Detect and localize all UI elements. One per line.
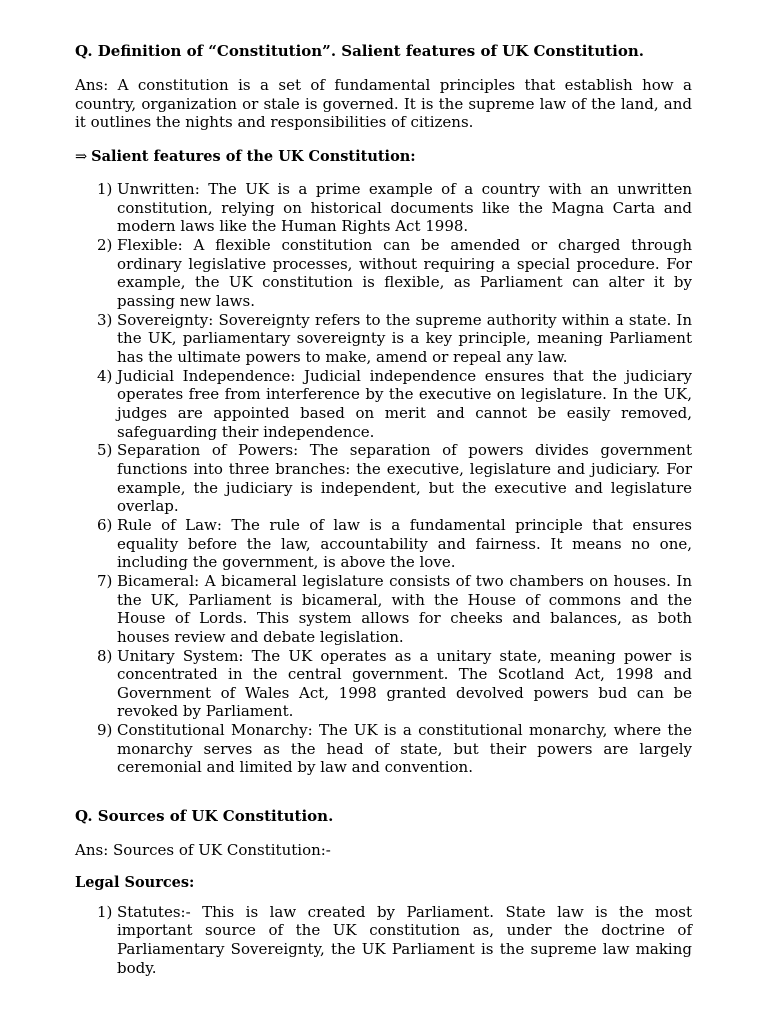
list-item [75, 516, 692, 572]
list-item-text: Unitary System: The UK operates as a unitary state, meaning power is concentrated in the central government. The Scotland Act, 1998 and Government of Wales Act, 1998 granted devolved powers bud can be revoked by Parliament. [117, 646, 692, 721]
salient-features-heading-text: Salient features of the UK Constitution: [91, 148, 416, 166]
question-heading-definition: Q. Definition of “Constitution”. Salient features of UK Constitution. [75, 42, 645, 60]
sources-list [75, 903, 692, 978]
answer-sources: Ans: Sources of UK Constitution:- [75, 841, 331, 860]
list-item-number: 1) [97, 902, 113, 921]
list-item [75, 572, 692, 647]
document-page [75, 42, 692, 977]
legal-sources-heading: Legal Sources: [75, 873, 195, 891]
list-item-text: Rule of Law: The rule of law is a fundamental principle that ensures equality before the law, accountability and fairness. It means no one, including the government, is above the love. [117, 515, 692, 572]
answer-definition: Ans: A constitution is a set of fundamental principles that establish how a country, organization or stale is governed. It is the supreme law of the land, and it outlines the nights and responsibilities of citizens. [75, 76, 692, 132]
list-item-text: Separation of Powers: The separation of powers divides government functions into three branches: the executive, legislature and judiciary. For example, the judiciary is independent, but the executive and legislature overlap. [117, 441, 692, 516]
list-item [75, 721, 692, 777]
list-item [75, 441, 692, 516]
list-item [75, 367, 692, 442]
list-item-number: 5) [97, 441, 113, 460]
list-item-text: Constitutional Monarchy: The UK is a constitutional monarchy, where the monarchy serves as the head of state, but their powers are largely ceremonial and limited by law and convention. [117, 721, 692, 777]
right-arrow-icon: ⇒ [75, 149, 88, 166]
list-item-number: 7) [97, 571, 113, 590]
list-item-number: 9) [97, 721, 113, 740]
list-item-number: 2) [97, 236, 113, 255]
list-item-number: 3) [97, 310, 113, 329]
spacer [75, 860, 692, 873]
section-spacer [75, 777, 692, 807]
list-item-number: 6) [97, 515, 113, 534]
list-item-number: 8) [97, 646, 113, 665]
list-item [75, 903, 692, 978]
list-item-text: Unwritten: The UK is a prime example of a country with an unwritten constitution, relying on historical documents like the Magna Carta and modern laws like the Human Rights Act 1998. [117, 180, 692, 236]
list-item [75, 180, 692, 236]
question-heading-sources: Q. Sources of UK Constitution. [75, 807, 334, 826]
list-item-text: Flexible: A flexible constitution can be amended or charged through ordinary legislative processes, without requiring a special procedure. For example, the UK constitution is flexible, as Parliament can alter it by passing new laws. [117, 236, 692, 311]
list-item [75, 647, 692, 722]
list-item [75, 236, 692, 311]
list-item-number: 4) [97, 366, 113, 385]
list-item-text: Bicameral: A bicameral legislature consists of two chambers on houses. In the UK, Parliament is bicameral, with the House of commons and the House of Lords. This system allows for cheeks and balances, as both houses review and debate legislation. [117, 571, 692, 646]
list-item [75, 311, 692, 367]
features-list [75, 180, 692, 777]
salient-features-heading [75, 147, 692, 167]
list-item-text: Sovereignty: Sovereignty refers to the supreme authority within a state. In the UK, parliamentary sovereignty is a key principle, meaning Parliament has the ultimate powers to make, amend or repeal any law. [117, 310, 692, 367]
list-item-text: Judicial Independence: Judicial independence ensures that the judiciary operates free from interference by the executive on legislature. In the UK, judges are appointed based on merit and cannot be easily removed, safeguarding their independence. [117, 366, 692, 441]
list-item-number: 1) [97, 180, 113, 199]
list-item-text: Statutes:- This is law created by Parliament. State law is the most important source of the UK constitution as, under the doctrine of Parliamentary Sovereignty, the UK Parliament is the supreme law making body. [117, 902, 692, 977]
